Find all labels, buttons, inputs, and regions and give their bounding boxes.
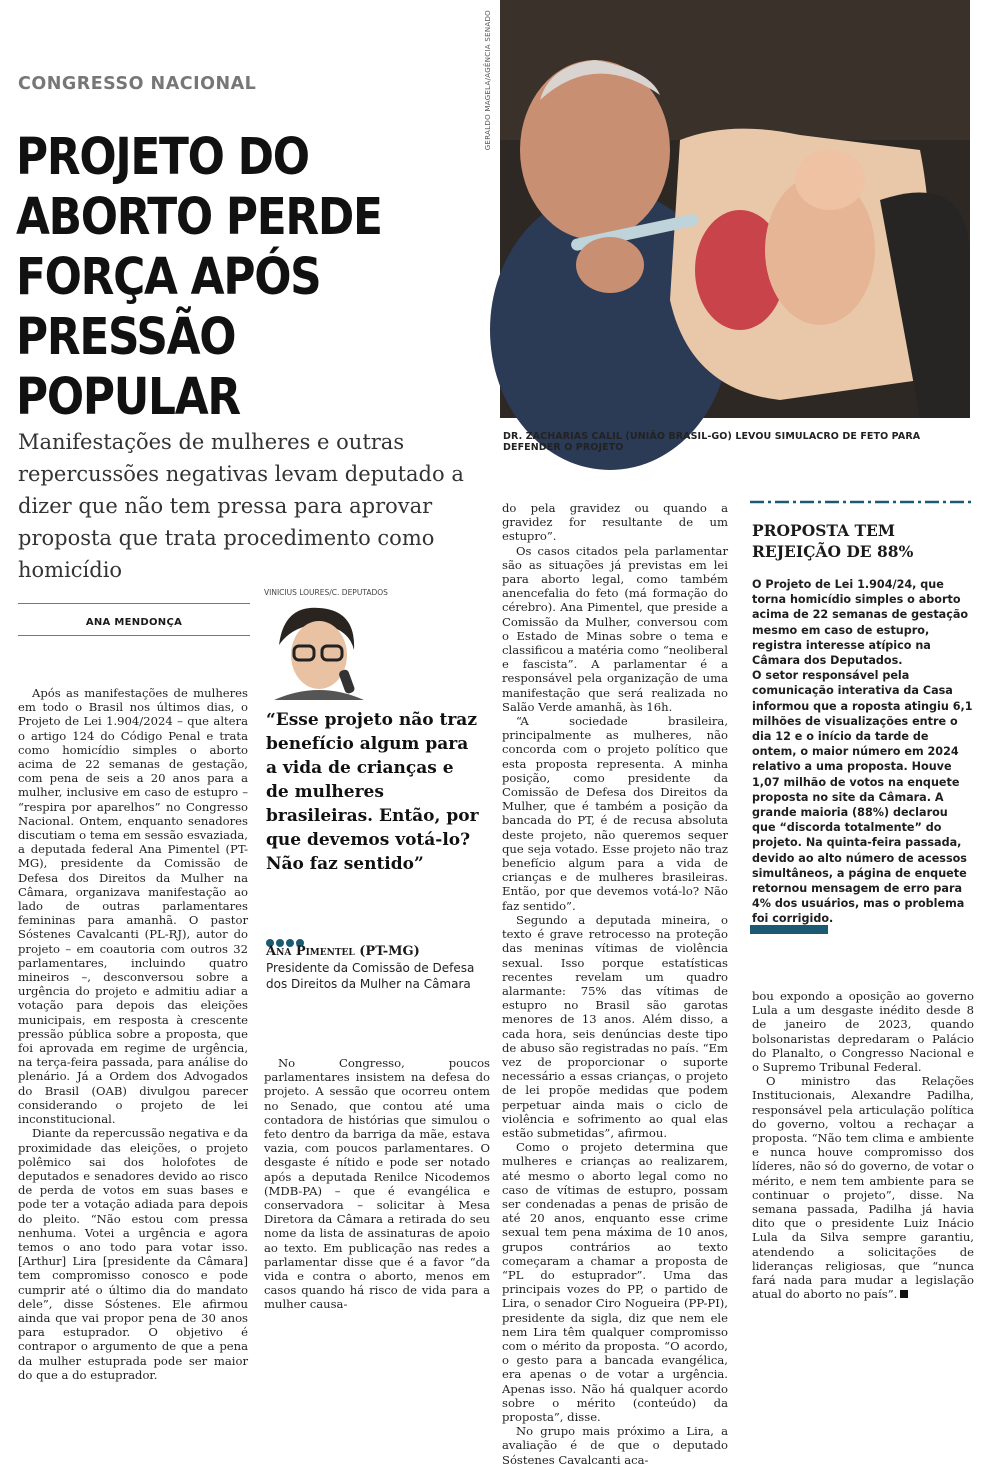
box-paragraph: O setor responsável pela comunicação interativa da Casa informou que a roposta atingiu 6,1 milhões de visualizações entre o dia 12 e o início da tarde de ontem, o maior número em 2024 relativo a uma proposta. Houve 1,07 milhão de votos na enquete proposta no site da Câmara. A grande maioria (88%) declarou que “discorda totalmente” do projeto. Na quinta-feira passada, devido ao alto número de acessos simultâneos, a página de enquete retornou mensagem de erro para 4% dos usuários, mas o problema foi corrigido. (752, 669, 973, 926)
author-photo (264, 600, 370, 700)
paragraph: No Congresso, poucos parlamentares insistem na defesa do projeto. A sessão que ocorreu ontem no Senado, que contou até uma contadora de histórias que simulou o feto dentro da barriga da mãe, estava vazia, com poucos parlamentares. O desgaste é nítido e pode ser notado após a deputada Renilce Nicodemos (MDB-PA) – que é evangélica e conservadora – solicitar à Mesa Diretora da Câmara a retirada do seu nome da lista de assinaturas de apoio ao texto. Em publicação nas redes a parlamentar disse que é a favor “da vida e contra o aborto, menos em casos quando há risco de vida para a mulher causa- (264, 1056, 490, 1312)
paragraph (752, 1074, 974, 1301)
paragraph: No grupo mais próximo a Lira, a avaliação é de que o deputado Sóstenes Cavalcanti aca- (502, 1424, 728, 1467)
paragraph: do pela gravidez ou quando a gravidez for resultante de um estupro”. (502, 501, 728, 544)
end-of-article-mark (900, 1290, 908, 1298)
article-column-1 (18, 686, 248, 1382)
mug-credit: VINICIUS LOURES/C. DEPUTADOS (264, 588, 388, 597)
quote-author: Ana Pimentel (PT-MG) (266, 944, 420, 959)
subheadline: Manifestações de mulheres e outras repercussões negativas levam deputado a dizer que não tem pressa para aprovar proposta que trata procedimento como homicídio (18, 430, 464, 582)
byline-box (18, 603, 250, 636)
photo-illustration (500, 0, 970, 418)
box-top-rule (750, 500, 972, 504)
byline: ANA MENDONÇA (85, 617, 183, 628)
section-label: CONGRESSO NACIONAL (18, 74, 257, 94)
article-column-3 (502, 501, 728, 1467)
photo-caption: DR. ZACHARIAS CALIL (UNIÃO BRASIL-GO) LEVOU SIMULACRO DE FETO PARA DEFENDER O PROJETO (503, 431, 921, 453)
paragraph: Os casos citados pela parlamentar são as situações já previstas em lei para aborto legal, como também anencefalia do feto (má formação do cérebro). Ana Pimentel, que preside a Comissão da Mulher, conversou com o Estado de Minas sobre o tema e classificou a matéria como “neoliberal e fascista”. A parlamentar é a responsável pela organização de uma manifestação que será realizada no Salão Verde amanhã, às 16h. (502, 543, 728, 714)
box-paragraph: O Projeto de Lei 1.904/24, que torna homicídio simples o aborto acima de 22 semanas de gestação mesmo em caso de estupro, registra interesse atípico na Câmara dos Deputados. (752, 578, 969, 668)
article-column-4 (752, 989, 974, 1301)
paragraph: Após as manifestações de mulheres em todo o Brasil nos últimos dias, o Projeto de Lei 1.904/2024 – que altera o artigo 124 do Código Penal e trata como homicídio simples o aborto acima de 22 semanas de gestação, com pena de seis a 20 anos para a mulher, inclusive em caso de estupro – “respira por aparelhos” no Congresso Nacional. Ontem, enquanto senadores discutiam o tema em sessão esvaziada, a deputada federal Ana Pimentel (PT-MG), presidente da Comissão de Defesa dos Direitos da Mulher na Câmara, organizava manifestação ao lado de outras parlamentares femininas para amanhã. O pastor Sóstenes Cavalcanti (PL-RJ), autor do projeto – em coautoria com outros 32 parlamentares, incluindo quatro mineiros –, desconversou sobre a urgência do projeto e admitiu adiar a votação para depois das eleições municipais, em resposta à crescente pressão pública sobre a proposta, que foi aprovada em regime de urgência, na terça-feira passada, para análise do plenário. Já a Ordem dos Advogados do Brasil (OAB) divulgou parecer considerando o projeto de lei inconstitucional. (18, 686, 248, 1127)
paragraph: “A sociedade brasileira, principalmente as mulheres, não concorda com o projeto político que esta proposta representa. A minha posição, como presidente da Comissão de Defesa dos Direitos da Mulher, que é também a posição da bancada do PT, é de recusa absoluta deste projeto, não queremos sequer que seja votado. Esse projeto não traz benefício algum para a vida de crianças e de mulheres brasileiras. Então, por que devemos votá-lo? Não faz sentido”. (502, 714, 728, 913)
box-text (752, 577, 974, 927)
quote-author-role: Presidente da Comissão de Defesa dos Direitos da Mulher na Câmara (266, 961, 475, 991)
paragraph-text: O ministro das Relações Institucionais, Alexandre Padilha, responsável pela articulação política do governo, voltou a rechaçar a proposta. “Não tem clima e ambiente e nunca houve compromisso dos líderes, não só do governo, de votar o mérito, e nem tem ambiente para se continuar o projeto”, disse. Na semana passada, Padilha já havia dito que o presidente Luiz Inácio Lula da Silva sempre garantiu, atendendo a solicitações de lideranças religiosas, que “nunca fará nada para mudar a legislação atual do aborto no país”. (752, 1074, 974, 1302)
paragraph: Segundo a deputada mineira, o texto é grave retrocesso na proteção das meninas vítimas de violência sexual. Isso porque estatísticas recentes revelam um quadro alarmante: 75% das vítimas de estupro no Brasil são garotas menores de 13 anos. Além disso, a cada hora, seis denúncias deste tipo de abuso são registradas no país. “Em vez de proporcionar o suporte necessário a essas crianças, o projeto de lei propõe medidas que podem perpetuar ainda mais o ciclo de violência e sofrimento ao qual elas estão submetidas”, afirmou. (502, 912, 728, 1140)
pull-quote: “Esse projeto não traz benefício algum para a vida de crianças e de mulheres brasileiras. Então, por que devemos votá-lo? Não faz sentido” (266, 710, 479, 874)
article-column-2 (264, 1056, 490, 1312)
box-title: PROPOSTA TEM REJEIÇÃO DE 88% (752, 521, 914, 561)
headline: PROJETO DO ABORTO PERDE FORÇA APÓS PRESSÃO POPULAR (16, 128, 382, 427)
paragraph: bou expondo a oposição ao governo Lula a um desgaste inédito desde 8 de janeiro de 2023, quando bolsonaristas depredaram o Palácio do Planalto, o Congresso Nacional e o Supremo Tribunal Federal. (752, 989, 974, 1075)
photo-credit: GERALDO MAGELA/AGÊNCIA SENADO (484, 10, 492, 151)
paragraph: Como o projeto determina que mulheres e crianças ao realizarem, até mesmo o aborto legal como no caso de vítimas de estupro, possam ser condenadas a penas de prisão de até 20 anos, enquanto esse crime sexual tem pena máxima de 10 anos, grupos contrários ao texto começaram a chamar a proposta de “PL do estuprador”. Uma das principais vozes do PP, o partido de Lira, o senador Ciro Nogueira (PP-PI), presidente da sigla, diz que nem ele nem Lira têm qualquer compromisso com o mérito da proposta. “O acordo, o gesto para a bancada evangélica, era apenas o de votar a urgência. Apenas isso. Não há qualquer acordo sobre o mérito (conteúdo) da proposta”, disse. (502, 1140, 728, 1424)
paragraph: Diante da repercussão negativa e da proximidade das eleições, o projeto polêmico sai dos holofotes de deputados e senadores devido ao risco de perda de votos em suas bases e pode ter a votação adiada para depois do pleito. “Não estou com pressa nenhuma. Votei a urgência e agora temos o ano todo para votar isso. [Arthur] Lira [presidente da Câmara] tem compromisso conosco e pode cumprir até o último dia do mandato dele”, disse Sóstenes. Ele afirmou ainda que vai propor pena de 30 anos para estuprador. O objetivo é contrapor o argumento de que a pena da mulher estuprada pode ser maior do que a do estuprador. (18, 1126, 248, 1382)
portrait-illustration (264, 600, 370, 700)
box-bottom-bar (750, 925, 828, 934)
main-photo (500, 0, 970, 418)
